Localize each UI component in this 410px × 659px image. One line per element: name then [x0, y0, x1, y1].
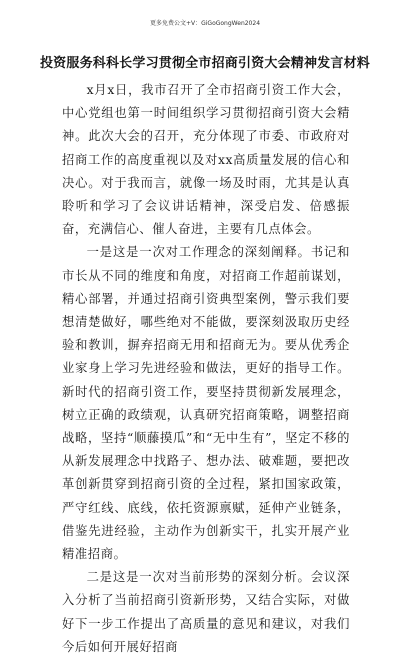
paragraph: x月x日，我市召开了全市招商引资工作大会，中心党组也第一时间组织学习贯彻招商引资大会精神。此次大会的召开，充分体现了市委、市政府对招商工作的高度重视以及对xx高质量发展的信心和决心。对于我而言，就像一场及时雨，尤其是认真聆听和学习了会议讲话精神，深受启发、倍感振奋，充满信心、催人奋进，主要有几点体会。 [62, 83, 350, 237]
document-title: 投资服务科科长学习贯彻全市招商引资大会精神发言材料 [39, 56, 370, 71]
paragraph: 一是这是一次对工作理念的深刻阐释。书记和市长从不同的维度和角度，对招商工作超前谋划，精心部署，并通过招商引资典型案例，警示我们要想清楚做好，哪些绝对不能做，要深刻汲取历史经验和教训，摒弃招商无用和招商无为。要从优秀企业家身上学习先进经验和做法，更好的指导工作。新时代的招商引资工作，要坚持贯彻新发展理念，树立正确的政绩观，认真研究招商策略，调整招商战略，坚持“顺藤摸瓜”和“无中生有”，坚定不移的从新发展理念中找路子、想办法、破难题，要把改革创新贯穿到招商引资的全过程，紧扣国家政策，严守红线、底线，依托资源禀赋，延伸产业链条，借鉴先进经验，主动作为创新实干，扎实开展产业精准招商。 [62, 245, 350, 562]
paragraph: 二是这是一次对当前形势的深刻分析。会议深入分析了当前招商引资新形势，又结合实际，对做好下一步工作提出了高质量的意见和建议，对我们今后如何开展好招商 [62, 570, 350, 654]
document-body [62, 79, 350, 659]
header-note: 更多免费公文+V：GiGoGongWen2024 [149, 20, 261, 27]
